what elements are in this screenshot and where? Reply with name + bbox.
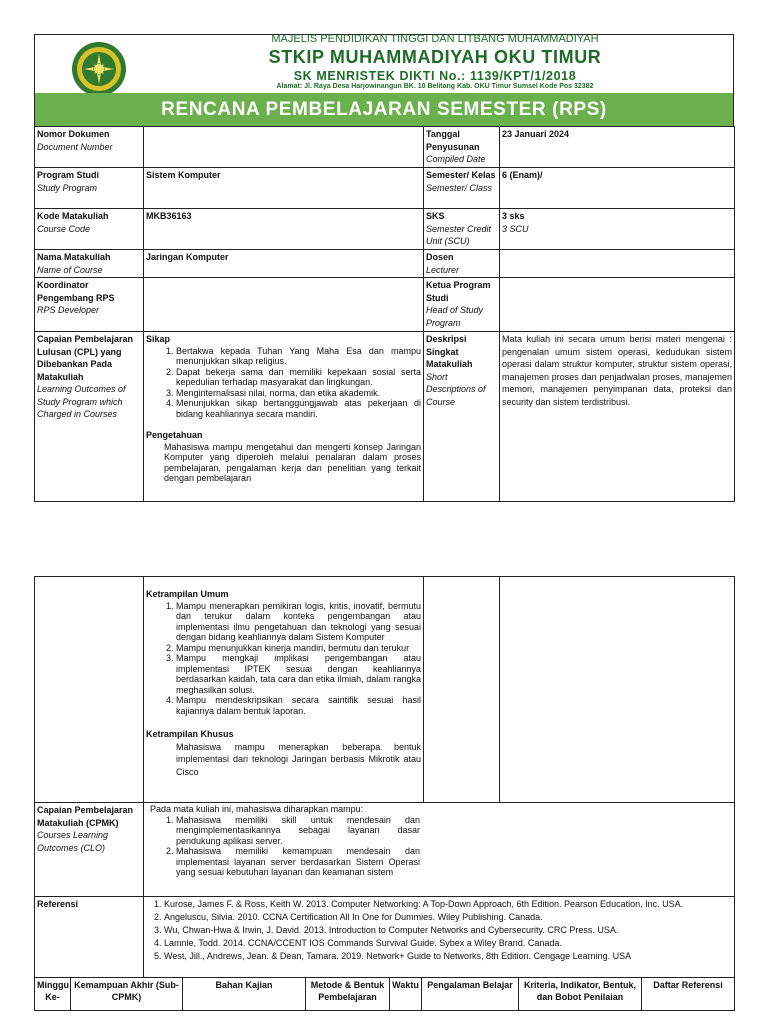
list-item: 3. Wu, Chwan-Hwa & Irwin, J. David. 2013. Introduction to Computer Networks and Cybersecurity. CRC Press. USA. [164,924,732,937]
table-row [35,168,735,209]
rps-outcomes-table [34,576,735,978]
course-code-label-cell: Kode Matakuliah Course Code [35,209,144,250]
document-header [34,34,734,126]
muhammadiyah-sun-logo-icon [71,41,127,97]
head-program-label-cell: Ketua Program Studi Head of Study Program [424,278,500,332]
list-item: 2. Angeluscu, Silvia. 2010. CCNA Certification All In One for Dummies. Wiley Publishing. Canada. [164,911,732,924]
table-row [35,278,735,332]
col-header-experience: Pengalaman Belajar [422,978,519,1010]
ketrampilan-umum-list [146,601,421,717]
list-item: 2. Mahasiswa memiliki kemampuan mendesain dan implementasi layanan server berdasarkan Sistem Operasi yang sesuai kebutuhan layanan dan keamanan sistem [176,846,420,878]
lecturer-value [500,250,735,278]
pengetahuan-text: Mahasiswa mampu mengetahui dan mengerti konsep Jaringan Komputer yang diperoleh melalui penalaran dalam proses pembelajaran, pengalaman kerja dan penelitian yang terkait dengan pembelajaran [164,441,421,483]
course-name-value: Jaringan Komputer [144,250,424,278]
col-header-assessment: Kriteria, Indikator, Bentuk, dan Bobot Penilaian [519,978,642,1010]
pengetahuan-title: Pengetahuan [146,430,203,440]
cpmk-intro: Pada mata kuliah ini, mahasiswa diharapkan mampu: [150,804,364,814]
col-header-method: Metode & Bentuk Pembelajaran [306,978,390,1010]
list-item: 2. Dapat bekerja sama dan memiliki kepekaan sosial serta kepedulian terhadap masyarakat dan lingkungan. [176,367,421,388]
col-header-week: Minggu Ke- [35,978,71,1010]
decree-number: SK MENRISTEK DIKTI No.: 1139/KPT/1/2018 [293,69,577,83]
list-item: 4. Mampu mendeskripsikan secara saintifik sesuai hasil kajiannya dalam bentuk laporan. [176,695,421,716]
school-address: Alamat: Jl. Raya Desa Harjowinangun BK. 10 Belitang Kab. OKU Timur Sumsel Kode Pos 32382 [276,83,594,90]
sikap-title: Sikap [146,334,171,344]
description-label-cell: Deskripsi Singkat Matakuliah Short Descriptions of Course [424,332,500,502]
rps-developer-label-cell: Koordinator Pengembang RPS RPS Developer [35,278,144,332]
study-program-label-cell: Program Studi Study Program [35,168,144,209]
ketrampilan-khusus-text: Mahasiswa mampu menerapkan beberapa bentuk implementasi dari teknologi Jaringan berbasis Mikrotik atau Cisco [176,741,421,777]
col-header-time: Waktu [390,978,422,1010]
description-value-cell [500,332,735,502]
ketrampilan-umum-title: Ketrampilan Umum [146,589,229,599]
table-row [35,897,735,978]
col-header-material: Bahan Kajian [183,978,306,1010]
list-item: 5. West, Jill., Andrews, Jean. & Dean, Tamara. 2019. Network+ Guide to Networks, 8th Edition. Cengage Learning. USA [164,950,732,963]
reference-label-cell: Referensi [35,897,144,978]
table-row [35,332,735,502]
study-program-value: Sistem Komputer [144,168,424,209]
table-row [35,577,735,803]
semester-label-cell: Semester/ Kelas Semester/ Class [424,168,500,209]
doc-number-label-cell: Nomor Dokumen Document Number [35,127,144,168]
list-item: 1. Mampu menerapkan pemikiran logis, kritis, inovatif, bermutu dan terukur dalam konteks pengembangan atau implementasi ilmu pengetahuan dan teknologi yang sesuai dengan bidang keahliannya dalam Sistem Komputer [176,601,421,643]
lecturer-label-cell: Dosen Lecturer [424,250,500,278]
col-header-references: Daftar Referensi [642,978,735,1010]
empty-label-cell [35,577,144,803]
doc-number-value [144,127,424,168]
table-row [35,209,735,250]
cpl-content-cell [144,332,424,502]
skills-content-cell [144,577,424,803]
list-item: 1. Bertakwa kepada Tuhan Yang Maha Esa dan mampu menunjukkan sikap religius. [176,346,421,367]
list-item: 4. Lamnle, Todd. 2014. CCNA/CCENT IOS Commands Survival Guide. Sybex a Wiley Brand. Canada. [164,937,732,950]
org-name: MAJELIS PENDIDIKAN TINGGI DAN LITBANG MUHAMMADIYAH [271,33,599,45]
compiled-date-label-cell: Tanggal Penyusunan Compiled Date [424,127,500,168]
rps-info-table [34,126,735,502]
table-row [35,978,735,1010]
cpl-label-cell: Capaian Pembelajaran Lulusan (CPL) yang Dibebankan Pada Matakuliah Learning Outcomes of Study Program which Charged in Courses [35,332,144,502]
table-row [35,803,735,897]
head-program-value [500,278,735,332]
list-item: 1. Mahasiswa memiliki skill untuk mendesain dan mengimplementasikannya sebagai layanan dasar pendukung aplikasi server. [176,815,420,847]
rps-outcomes-section [34,576,734,1011]
list-item: 4. Menunjukkan sikap bertanggungjawab atas pekerjaan di bidang keahliannya secara mandiri. [176,398,421,419]
list-item: 1. Kurose, James F. & Ross, Keith W. 2013. Computer Networking: A Top-Down Approach, 6th Edition. Pearson Education, Inc. USA. [164,898,732,911]
rps-banner: RENCANA PEMBELAJARAN SEMESTER (RPS) [35,93,733,126]
reference-content-cell [144,897,735,978]
semester-value: 6 (Enam)/ [500,168,735,209]
list-item: 3. Mampu mengkaji implikasi pengembangan atau implementasi IPTEK sesuai dengan keahliannya berdasarkan kaidah, tata cara dan etika ilmiah, dalam rangka meghasilkan solusi. [176,653,421,695]
col-header-sub-cpmk: Kemampuan Akhir (Sub-CPMK) [71,978,183,1010]
rps-developer-value [144,278,424,332]
empty-cell [424,577,500,803]
description-text: Mata kuliah ini secara umum berisi materi mengenai : pengenalan umum sistem operasi, kedudukan sistem operasi dalam struktur komputer, struktur sistem operasi, manajemen proses dan penjadwalan proses, manajemen memori, manajemen penyimpanan data, proteksi dan security dan sistem terdistribusi. [502,334,732,407]
sks-value-cell: 3 sks 3 SCU [500,209,735,250]
table-row [35,127,735,168]
school-name: STKIP MUHAMMADIYAH OKU TIMUR [268,47,602,67]
sikap-list [146,346,421,420]
rps-info-section [34,126,734,502]
list-item: 2. Mampu menunjukkan kinerja mandiri, bermutu dan terukur [176,643,421,654]
cpmk-list [146,815,420,878]
cpmk-content-cell [144,803,735,897]
course-name-label-cell: Nama Matakuliah Name of Course [35,250,144,278]
schedule-header-table [34,978,735,1011]
table-row [35,250,735,278]
list-item: 3. Menginternalisasi nilai, norma, dan etika akademik. [176,388,421,399]
compiled-date-value: 23 Januari 2024 [500,127,735,168]
ketrampilan-khusus-title: Ketrampilan Khusus [146,729,234,739]
sks-label-cell: SKS Semester Credit Unit (SCU) [424,209,500,250]
cpmk-label-cell: Capaian Pembelajaran Matakuliah (CPMK) Courses Learning Outcomes (CLO) [35,803,144,897]
reference-list [146,898,732,963]
empty-cell [500,577,735,803]
course-code-value: MKB36163 [144,209,424,250]
